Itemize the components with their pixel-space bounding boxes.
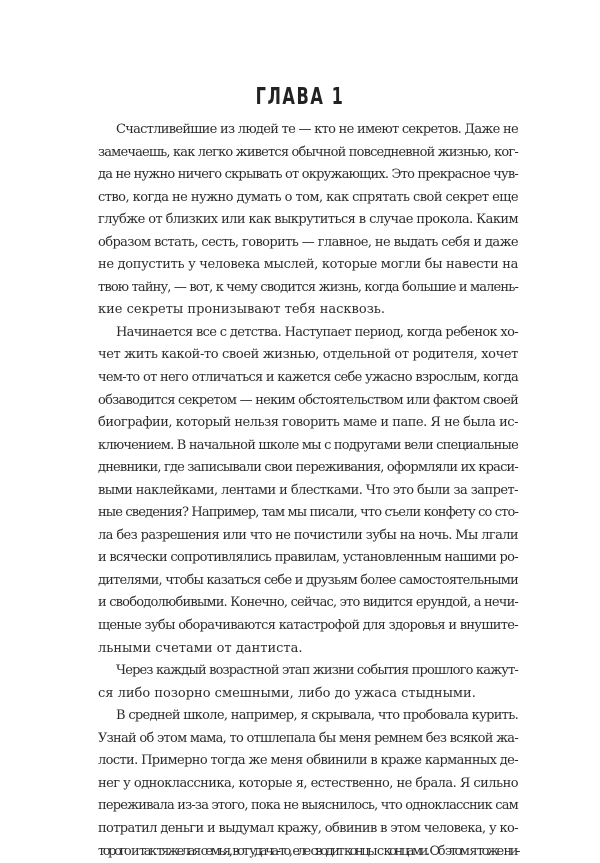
text-line: чем-то от него отличаться и кажется себе ужасно взрослым, когда xyxy=(98,367,518,390)
text-line: образом встать, сесть, говорить — главное, не выдать себя и даже xyxy=(98,232,518,255)
text-line: ся либо позорно смешными, либо до ужаса стыдными. xyxy=(98,683,518,706)
text-line: да не нужно ничего скрывать от окружающих. Это прекрасное чув- xyxy=(98,164,518,187)
text-line: и всячески сопротивлялись правилам, установленным нашими ро- xyxy=(98,547,518,570)
text-line: Через каждый возрастной этап жизни события прошлого кажут- xyxy=(98,660,518,683)
text-line: обзаводится секретом — неким обстоятельством или фактом своей xyxy=(98,390,518,413)
text-line: щеные зубы оборачиваются катастрофой для здоровья и внушите- xyxy=(98,615,518,638)
text-line: торого и так тяжелая семья, вот удача-то, еле сводит концы с концами. Об этом я тоже ни- xyxy=(98,841,518,863)
text-line: лости. Примерно тогда же меня обвинили в краже карманных де- xyxy=(98,750,518,773)
text-line: дневники, где записывали свои переживания, оформляли их краси- xyxy=(98,457,518,480)
chapter-title: ГЛАВА 1 xyxy=(66,84,534,110)
body-text xyxy=(98,119,518,863)
text-line: биографии, который нельзя говорить маме и папе. Я не была ис- xyxy=(98,412,518,435)
text-line: Начинается все с детства. Наступает период, когда ребенок хо- xyxy=(98,322,518,345)
text-line: чет жить какой-то своей жизнью, отдельной от родителя, хочет xyxy=(98,344,518,367)
text-line: Счастливейшие из людей те — кто не имеют секретов. Даже не xyxy=(98,119,518,142)
text-line: ство, когда не нужно думать о том, как спрятать свой секрет еще xyxy=(98,187,518,210)
text-line: ключением. В начальной школе мы с подругами вели специальные xyxy=(98,435,518,458)
text-line: нег у одноклассника, которые я, естественно, не брала. Я сильно xyxy=(98,773,518,796)
text-line: льными счетами от дантиста. xyxy=(98,638,518,661)
text-line: выми наклейками, лентами и блестками. Что это были за запрет- xyxy=(98,480,518,503)
text-line: кие секреты пронизывают тебя насквозь. xyxy=(98,299,518,322)
text-line: глубже от близких или как выкрутиться в случае прокола. Каким xyxy=(98,209,518,232)
text-line: потратил деньги и выдумал кражу, обвинив в этом человека, у ко- xyxy=(98,818,518,841)
text-line: В средней школе, например, я скрывала, что пробовала курить. xyxy=(98,705,518,728)
text-line: переживала из-за этого, пока не выяснилось, что одноклассник сам xyxy=(98,795,518,818)
text-line: Узнай об этом мама, то отшлепала бы меня ремнем без всякой жа- xyxy=(98,728,518,751)
text-line: замечаешь, как легко живется обычной повседневной жизнью, ког- xyxy=(98,142,518,165)
text-line: дителями, чтобы казаться себе и друзьям более самостоятельными xyxy=(98,570,518,593)
text-line: ла без разрешения или что не почистили зубы на ночь. Мы лгали xyxy=(98,525,518,548)
text-line: и свободолюбивыми. Конечно, сейчас, это видится ерундой, а нечи- xyxy=(98,592,518,615)
text-line: не допустить у человека мыслей, которые могли бы навести на xyxy=(98,254,518,277)
text-line: ные сведения? Например, там мы писали, что съели конфету со сто- xyxy=(98,502,518,525)
text-line: твою тайну, — вот, к чему сводится жизнь, когда большие и малень- xyxy=(98,277,518,300)
